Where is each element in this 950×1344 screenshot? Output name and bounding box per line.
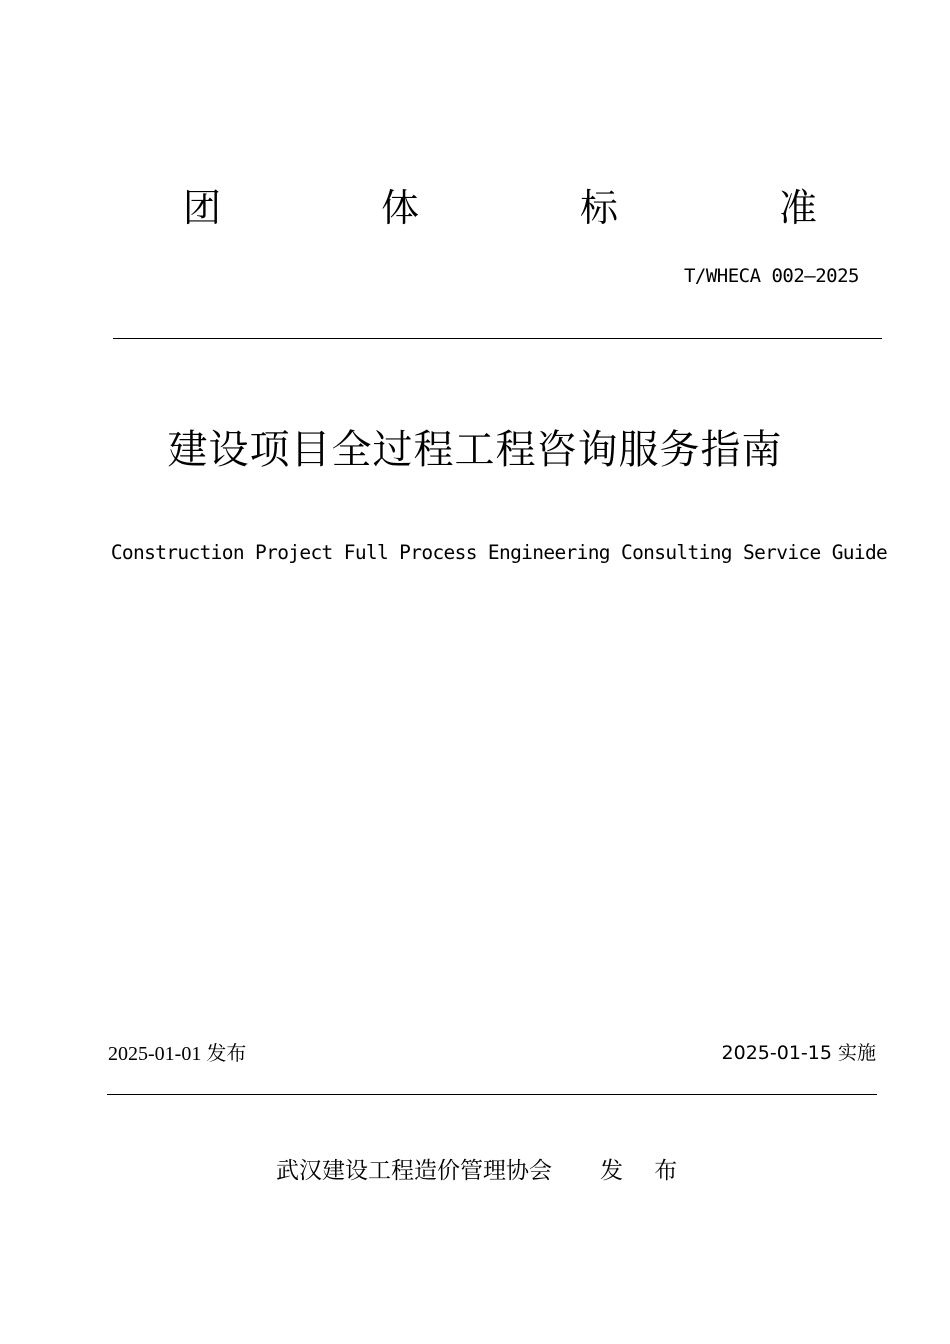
document-title-en: Construction Project Full Process Engineering Consulting Service Guide: [110, 541, 888, 564]
implement-label: 实施: [837, 1042, 876, 1064]
release-date: 2025-01-01: [108, 1043, 202, 1065]
implement-date: 2025-01-15: [721, 1042, 832, 1064]
release-label: 发布: [206, 1041, 247, 1065]
bottom-divider: [107, 1094, 877, 1095]
publisher-line: [276, 1156, 689, 1186]
top-divider: [113, 338, 882, 339]
publisher-name: 武汉建设工程造价管理协会: [276, 1158, 552, 1184]
document-title-cn: 建设项目全过程工程咨询服务指南: [167, 427, 783, 473]
standard-code: T/WHECA 002—2025: [683, 265, 859, 287]
header-char-group: 团: [183, 186, 222, 230]
implement-date-line: [722, 1040, 876, 1066]
header-char-body: 体: [381, 186, 420, 230]
header-char-norm: 准: [779, 186, 818, 230]
header-char-standard: 标: [580, 186, 619, 230]
release-date-line: [108, 1040, 246, 1067]
publisher-action: 发 布: [600, 1158, 690, 1184]
